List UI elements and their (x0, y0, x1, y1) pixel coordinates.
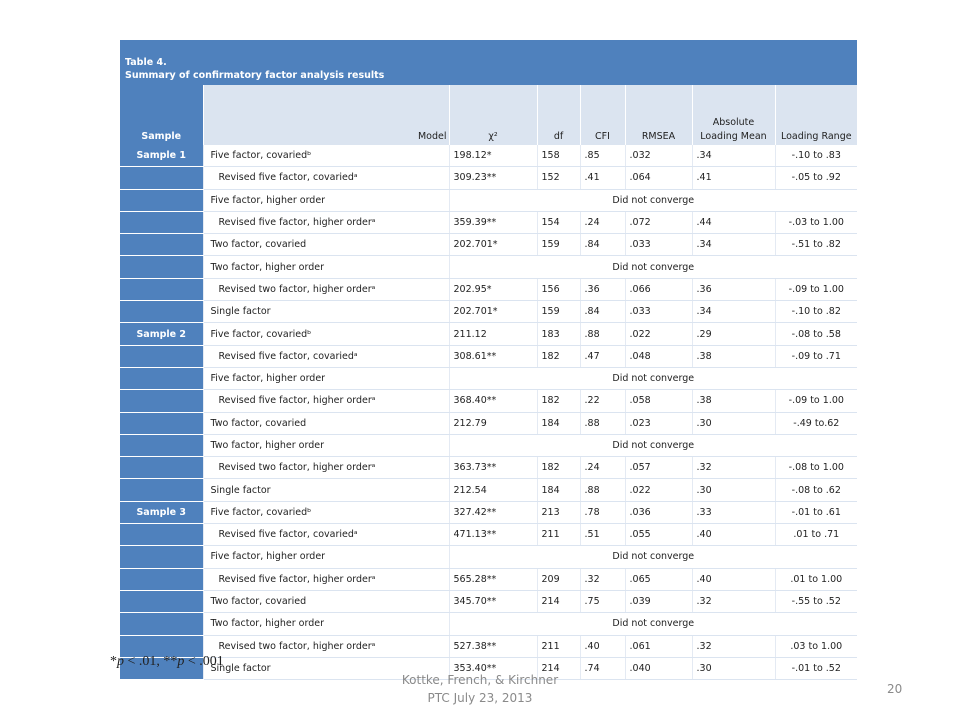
table-row (120, 145, 857, 167)
loading-range-cell: .03 to 1.00 (775, 635, 857, 657)
loading-range-cell: -.49 to.62 (775, 412, 857, 434)
df-cell: 211 (537, 635, 580, 657)
chi-square-cell: 308.61** (449, 345, 537, 367)
table-row (120, 167, 857, 189)
table-header-row (120, 85, 857, 145)
model-cell: Revised five factor, covariedᵃ (203, 524, 449, 546)
sample-cell (120, 590, 203, 612)
loading-range-cell: -.09 to .71 (775, 345, 857, 367)
rmsea-cell: .032 (625, 145, 692, 167)
df-cell: 159 (537, 234, 580, 256)
chi-square-cell: 212.79 (449, 412, 537, 434)
cfi-cell: .84 (580, 301, 625, 323)
model-cell: Two factor, higher order (203, 434, 449, 456)
model-cell: Five factor, covariedᵇ (203, 323, 449, 345)
table-row (120, 301, 857, 323)
loading-range-cell: -.55 to .52 (775, 590, 857, 612)
table-row (120, 568, 857, 590)
header-chi-square: χ² (449, 85, 537, 145)
loading-range-cell: -.03 to 1.00 (775, 211, 857, 233)
df-cell: 158 (537, 145, 580, 167)
model-cell: Single factor (203, 657, 449, 679)
df-cell: 182 (537, 345, 580, 367)
convergence-note: Did not converge (449, 434, 857, 456)
loading-range-cell: -.01 to .52 (775, 657, 857, 679)
rmsea-cell: .040 (625, 657, 692, 679)
cfi-cell: .51 (580, 524, 625, 546)
loading-range-cell: -.05 to .92 (775, 167, 857, 189)
model-cell: Five factor, higher order (203, 546, 449, 568)
loading-range-cell: -.51 to .82 (775, 234, 857, 256)
footnote-p-symbol: p (117, 654, 124, 669)
loading-range-cell: .01 to .71 (775, 524, 857, 546)
sample-cell: Sample 1 (120, 145, 203, 167)
header-sample: Sample (120, 85, 203, 145)
loading-range-cell: -.08 to .62 (775, 479, 857, 501)
rmsea-cell: .048 (625, 345, 692, 367)
df-cell: 152 (537, 167, 580, 189)
sample-cell (120, 457, 203, 479)
sample-cell (120, 479, 203, 501)
table-row (120, 367, 857, 389)
model-cell: Revised five factor, higher orderᵃ (203, 568, 449, 590)
header-loading-range: Loading Range (775, 85, 857, 145)
rmsea-cell: .066 (625, 278, 692, 300)
sample-cell (120, 434, 203, 456)
loading-range-cell: -.09 to 1.00 (775, 390, 857, 412)
loading-range-cell: -.01 to .61 (775, 501, 857, 523)
table-row (120, 323, 857, 345)
loading-mean-cell: .30 (692, 479, 775, 501)
cfi-cell: .24 (580, 457, 625, 479)
convergence-note: Did not converge (449, 546, 857, 568)
cfi-cell: .75 (580, 590, 625, 612)
model-cell: Five factor, higher order (203, 367, 449, 389)
df-cell: 214 (537, 590, 580, 612)
table-row (120, 278, 857, 300)
cfi-cell: .88 (580, 412, 625, 434)
rmsea-cell: .055 (625, 524, 692, 546)
sample-cell (120, 524, 203, 546)
header-df: df (537, 85, 580, 145)
df-cell: 159 (537, 301, 580, 323)
model-cell: Revised five factor, covariedᵃ (203, 167, 449, 189)
loading-mean-cell: .40 (692, 568, 775, 590)
sample-cell (120, 189, 203, 211)
rmsea-cell: .061 (625, 635, 692, 657)
table-row (120, 524, 857, 546)
rmsea-cell: .065 (625, 568, 692, 590)
df-cell: 154 (537, 211, 580, 233)
model-cell: Revised two factor, higher orderᵃ (203, 278, 449, 300)
model-cell: Five factor, covariedᵇ (203, 501, 449, 523)
header-model: Model (203, 85, 449, 145)
rmsea-cell: .022 (625, 479, 692, 501)
sample-cell (120, 345, 203, 367)
model-cell: Single factor (203, 479, 449, 501)
cfi-cell: .84 (580, 234, 625, 256)
df-cell: 183 (537, 323, 580, 345)
chi-square-cell: 212.54 (449, 479, 537, 501)
header-rmsea: RMSEA (625, 85, 692, 145)
df-cell: 184 (537, 412, 580, 434)
rmsea-cell: .022 (625, 323, 692, 345)
df-cell: 209 (537, 568, 580, 590)
cfi-cell: .47 (580, 345, 625, 367)
model-cell: Revised five factor, higher orderᵃ (203, 390, 449, 412)
footer-event: PTC July 23, 2013 (427, 691, 533, 705)
chi-square-cell: 202.701* (449, 234, 537, 256)
header-absolute-loading-mean: Absolute Loading Mean (692, 85, 775, 145)
chi-square-cell: 198.12* (449, 145, 537, 167)
loading-mean-cell: .34 (692, 301, 775, 323)
chi-square-cell: 353.40** (449, 657, 537, 679)
sample-cell (120, 412, 203, 434)
table-title-block (120, 40, 857, 85)
loading-mean-cell: .30 (692, 657, 775, 679)
header-cfi: CFI (580, 85, 625, 145)
cfi-cell: .22 (580, 390, 625, 412)
rmsea-cell: .058 (625, 390, 692, 412)
loading-mean-cell: .41 (692, 167, 775, 189)
df-cell: 156 (537, 278, 580, 300)
rmsea-cell: .033 (625, 234, 692, 256)
loading-mean-cell: .40 (692, 524, 775, 546)
loading-mean-cell: .34 (692, 234, 775, 256)
model-cell: Revised two factor, higher orderᵃ (203, 635, 449, 657)
loading-range-cell: -.08 to .58 (775, 323, 857, 345)
table-row (120, 412, 857, 434)
loading-range-cell: -.08 to 1.00 (775, 457, 857, 479)
cfi-cell: .41 (580, 167, 625, 189)
footer-credit (350, 671, 610, 707)
model-cell: Five factor, covariedᵇ (203, 145, 449, 167)
chi-square-cell: 211.12 (449, 323, 537, 345)
model-cell: Two factor, covaried (203, 412, 449, 434)
page-number: 20 (887, 682, 903, 696)
loading-mean-cell: .34 (692, 145, 775, 167)
table-row (120, 479, 857, 501)
loading-mean-cell: .36 (692, 278, 775, 300)
cfi-cell: .32 (580, 568, 625, 590)
convergence-note: Did not converge (449, 256, 857, 278)
cfa-results-table (120, 40, 857, 680)
table-row (120, 211, 857, 233)
table-row (120, 434, 857, 456)
table-row (120, 234, 857, 256)
convergence-note: Did not converge (449, 367, 857, 389)
rmsea-cell: .033 (625, 301, 692, 323)
loading-mean-cell: .32 (692, 635, 775, 657)
df-cell: 184 (537, 479, 580, 501)
table-row (120, 613, 857, 635)
chi-square-cell: 471.13** (449, 524, 537, 546)
table-body (120, 145, 857, 680)
chi-square-cell: 368.40** (449, 390, 537, 412)
model-cell: Two factor, covaried (203, 234, 449, 256)
table-row (120, 256, 857, 278)
table-row (120, 345, 857, 367)
sample-cell (120, 546, 203, 568)
table-row (120, 501, 857, 523)
loading-mean-cell: .38 (692, 390, 775, 412)
sample-cell (120, 367, 203, 389)
sample-cell (120, 301, 203, 323)
model-cell: Revised two factor, higher orderᵃ (203, 457, 449, 479)
df-cell: 182 (537, 457, 580, 479)
chi-square-cell: 202.701* (449, 301, 537, 323)
sample-cell (120, 167, 203, 189)
table-subtitle: Summary of confirmatory factor analysis results (125, 70, 385, 81)
sample-cell: Sample 3 (120, 501, 203, 523)
chi-square-cell: 527.38** (449, 635, 537, 657)
chi-square-cell: 565.28** (449, 568, 537, 590)
cfi-cell: .88 (580, 323, 625, 345)
chi-square-cell: 363.73** (449, 457, 537, 479)
sample-cell (120, 568, 203, 590)
rmsea-cell: .064 (625, 167, 692, 189)
cfi-cell: .74 (580, 657, 625, 679)
sample-cell (120, 390, 203, 412)
model-cell: Two factor, covaried (203, 590, 449, 612)
loading-mean-cell: .30 (692, 412, 775, 434)
df-cell: 213 (537, 501, 580, 523)
loading-mean-cell: .44 (692, 211, 775, 233)
model-cell: Five factor, higher order (203, 189, 449, 211)
chi-square-cell: 359.39** (449, 211, 537, 233)
cfi-cell: .24 (580, 211, 625, 233)
rmsea-cell: .039 (625, 590, 692, 612)
table-row (120, 590, 857, 612)
loading-range-cell: -.09 to 1.00 (775, 278, 857, 300)
sample-cell: Sample 2 (120, 323, 203, 345)
rmsea-cell: .036 (625, 501, 692, 523)
cfi-cell: .36 (580, 278, 625, 300)
sample-cell (120, 278, 203, 300)
loading-mean-cell: .33 (692, 501, 775, 523)
loading-range-cell: .01 to 1.00 (775, 568, 857, 590)
loading-range-cell: -.10 to .83 (775, 145, 857, 167)
chi-square-cell: 345.70** (449, 590, 537, 612)
sample-cell (120, 211, 203, 233)
rmsea-cell: .057 (625, 457, 692, 479)
table-row (120, 189, 857, 211)
loading-mean-cell: .32 (692, 590, 775, 612)
sample-cell (120, 234, 203, 256)
table-row (120, 635, 857, 657)
model-cell: Revised five factor, covariedᵃ (203, 345, 449, 367)
chi-square-cell: 202.95* (449, 278, 537, 300)
footnote-p-symbol: p (177, 654, 185, 669)
model-cell: Two factor, higher order (203, 613, 449, 635)
chi-square-cell: 327.42** (449, 501, 537, 523)
model-cell: Single factor (203, 301, 449, 323)
footnote-text-2: < .001 (184, 654, 224, 669)
loading-mean-cell: .38 (692, 345, 775, 367)
table-row (120, 546, 857, 568)
convergence-note: Did not converge (449, 613, 857, 635)
cfi-cell: .85 (580, 145, 625, 167)
footer-authors: Kottke, French, & Kirchner (401, 673, 559, 687)
df-cell: 211 (537, 524, 580, 546)
significance-footnote (110, 654, 224, 670)
model-cell: Two factor, higher order (203, 256, 449, 278)
table-row (120, 390, 857, 412)
rmsea-cell: .072 (625, 211, 692, 233)
cfi-cell: .78 (580, 501, 625, 523)
sample-cell (120, 256, 203, 278)
table-row (120, 457, 857, 479)
loading-range-cell: -.10 to .82 (775, 301, 857, 323)
table-caption: Table 4. (125, 57, 167, 68)
rmsea-cell: .023 (625, 412, 692, 434)
sample-cell (120, 613, 203, 635)
convergence-note: Did not converge (449, 189, 857, 211)
chi-square-cell: 309.23** (449, 167, 537, 189)
df-cell: 182 (537, 390, 580, 412)
model-cell: Revised five factor, higher orderᵃ (203, 211, 449, 233)
footnote-text-1: < .01, ** (124, 654, 178, 669)
cfi-cell: .88 (580, 479, 625, 501)
cfi-cell: .40 (580, 635, 625, 657)
df-cell: 214 (537, 657, 580, 679)
footnote-lead: * (110, 654, 117, 669)
loading-mean-cell: .32 (692, 457, 775, 479)
loading-mean-cell: .29 (692, 323, 775, 345)
